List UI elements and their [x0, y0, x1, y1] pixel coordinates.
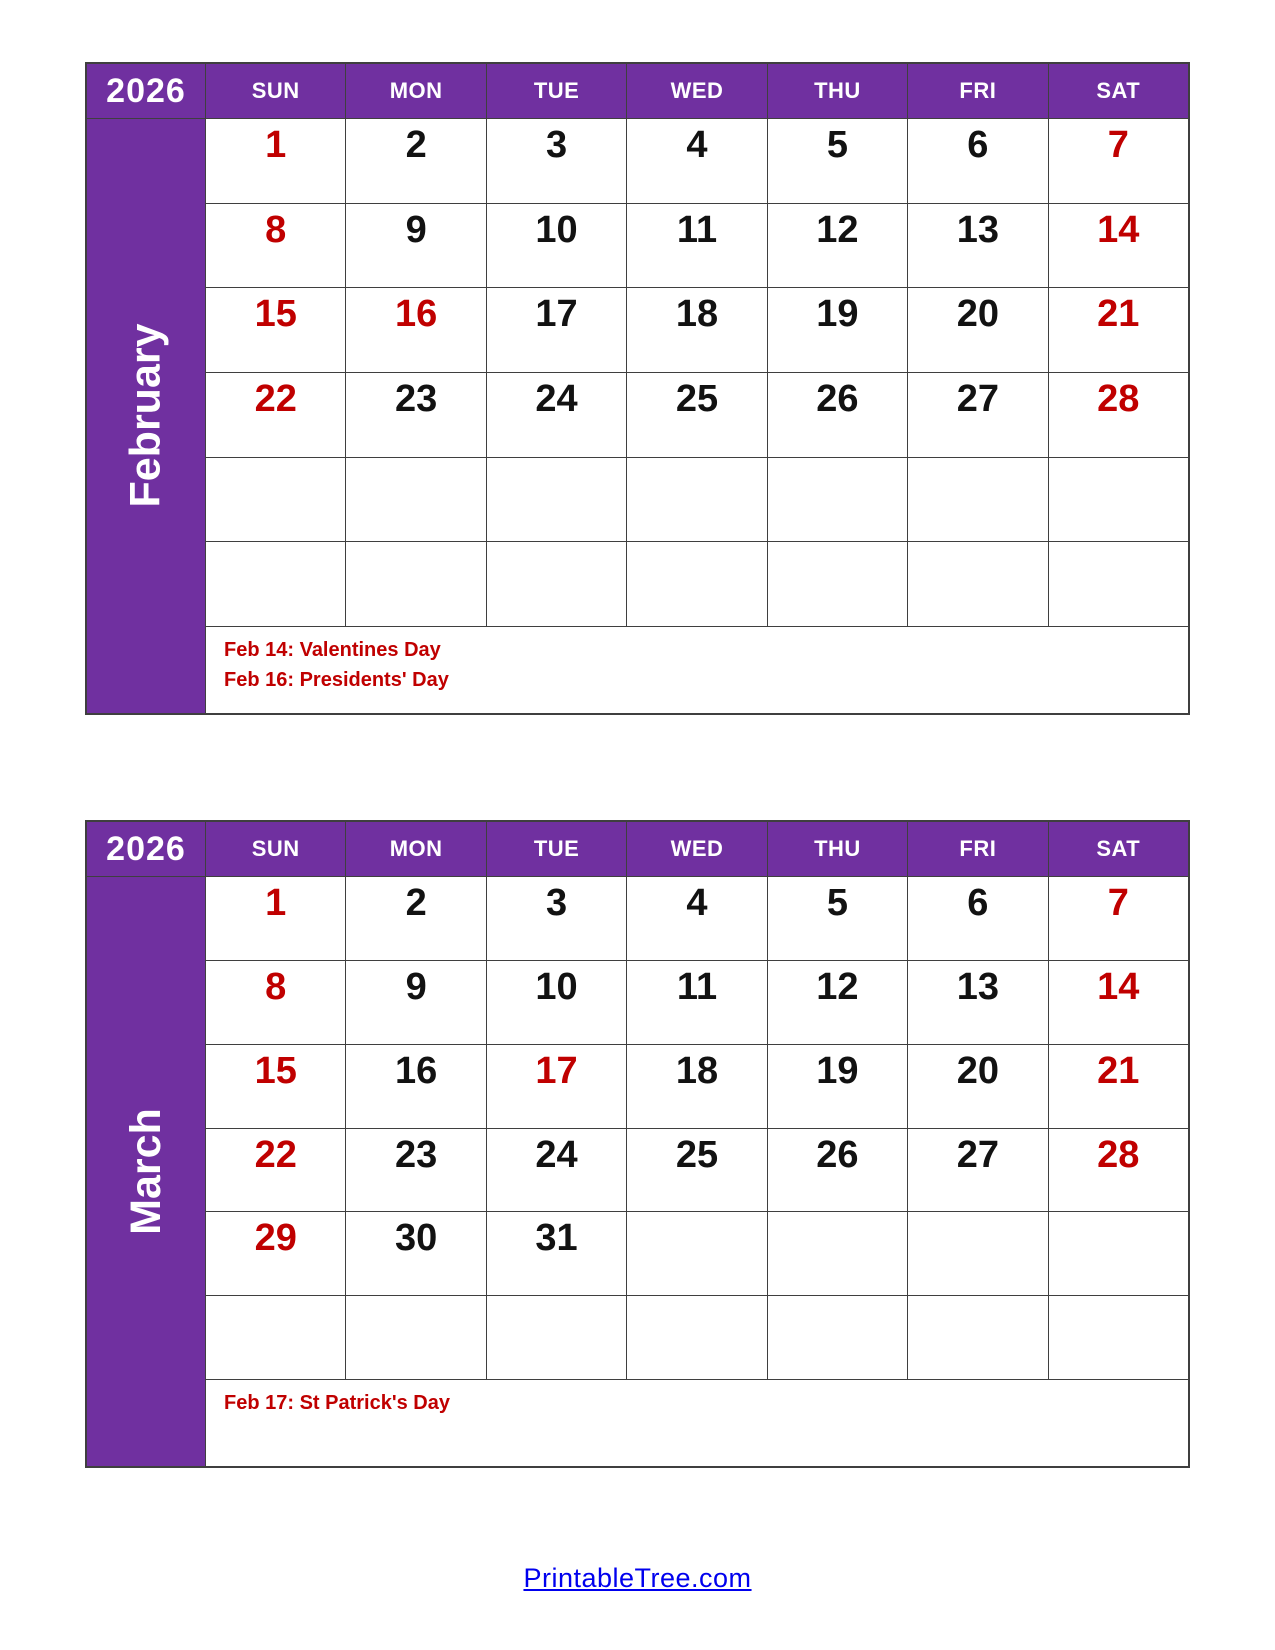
date-cell: 18 [627, 1045, 766, 1128]
date-cell: 4 [627, 877, 766, 960]
date-cell-empty [346, 1296, 485, 1379]
date-cell-empty [1049, 458, 1188, 542]
date-cell: 17 [487, 288, 626, 372]
date-cell: 10 [487, 961, 626, 1044]
date-cell: 1 [206, 119, 345, 203]
holiday-note: Feb 14: Valentines Day [224, 638, 441, 661]
holiday-notes [206, 627, 1188, 713]
date-cell: 29 [206, 1212, 345, 1295]
date-cell-empty [627, 1212, 766, 1295]
day-header-thu: THU [768, 822, 907, 876]
date-cell: 25 [627, 1129, 766, 1212]
date-cell: 2 [346, 877, 485, 960]
date-cell: 26 [768, 1129, 907, 1212]
day-header-mon: MON [346, 64, 485, 118]
date-cell: 11 [627, 204, 766, 288]
date-cell: 22 [206, 1129, 345, 1212]
date-cell: 13 [908, 204, 1047, 288]
day-header-tue: TUE [487, 822, 626, 876]
date-cell: 12 [768, 961, 907, 1044]
day-header-fri: FRI [908, 822, 1047, 876]
date-cell: 11 [627, 961, 766, 1044]
date-cell-empty [627, 458, 766, 542]
date-cell: 4 [627, 119, 766, 203]
date-cell: 23 [346, 373, 485, 457]
date-cell: 15 [206, 1045, 345, 1128]
date-cell: 5 [768, 119, 907, 203]
date-cell-empty [346, 542, 485, 626]
date-cell-empty [908, 458, 1047, 542]
date-cell: 24 [487, 373, 626, 457]
date-cell: 23 [346, 1129, 485, 1212]
date-cell: 6 [908, 877, 1047, 960]
date-cell-empty [1049, 542, 1188, 626]
date-cell-empty [206, 458, 345, 542]
year-label: 2026 [87, 64, 205, 118]
date-cell: 16 [346, 1045, 485, 1128]
date-cell-empty [346, 458, 485, 542]
year-label: 2026 [87, 822, 205, 876]
date-cell: 28 [1049, 373, 1188, 457]
date-cell: 24 [487, 1129, 626, 1212]
day-header-sun: SUN [206, 64, 345, 118]
holiday-note: Feb 17: St Patrick's Day [224, 1392, 450, 1414]
date-cell-empty [908, 542, 1047, 626]
date-cell: 3 [487, 877, 626, 960]
day-header-sun: SUN [206, 822, 345, 876]
date-cell-empty [487, 542, 626, 626]
date-cell: 22 [206, 373, 345, 457]
month-sidebar [87, 119, 205, 713]
calendar-march [85, 820, 1190, 1468]
date-cell: 8 [206, 961, 345, 1044]
month-label: February [121, 323, 170, 508]
date-cell-empty [768, 542, 907, 626]
day-header-fri: FRI [908, 64, 1047, 118]
date-cell: 7 [1049, 119, 1188, 203]
day-header-sat: SAT [1049, 822, 1188, 876]
day-header-thu: THU [768, 64, 907, 118]
date-cell: 18 [627, 288, 766, 372]
day-header-tue: TUE [487, 64, 626, 118]
date-cell-empty [206, 542, 345, 626]
date-cell-empty [908, 1212, 1047, 1295]
date-cell: 5 [768, 877, 907, 960]
date-cell: 27 [908, 1129, 1047, 1212]
date-cell: 2 [346, 119, 485, 203]
date-cell: 20 [908, 1045, 1047, 1128]
date-cell-empty [487, 1296, 626, 1379]
day-header-wed: WED [627, 64, 766, 118]
date-cell: 12 [768, 204, 907, 288]
date-cell-empty [206, 1296, 345, 1379]
date-cell-empty [627, 1296, 766, 1379]
footer [0, 1563, 1275, 1594]
date-cell: 21 [1049, 288, 1188, 372]
date-cell: 7 [1049, 877, 1188, 960]
date-cell: 1 [206, 877, 345, 960]
date-cell: 16 [346, 288, 485, 372]
day-header-wed: WED [627, 822, 766, 876]
date-cell: 6 [908, 119, 1047, 203]
date-cell: 14 [1049, 204, 1188, 288]
date-cell-empty [768, 458, 907, 542]
date-cell-empty [768, 1212, 907, 1295]
date-cell-empty [1049, 1212, 1188, 1295]
date-cell-empty [487, 458, 626, 542]
date-cell-empty [768, 1296, 907, 1379]
calendar-february [85, 62, 1190, 715]
date-cell: 19 [768, 288, 907, 372]
date-cell: 10 [487, 204, 626, 288]
date-cell: 14 [1049, 961, 1188, 1044]
day-header-sat: SAT [1049, 64, 1188, 118]
holiday-note: Feb 16: Presidents' Day [224, 668, 449, 691]
date-cell-empty [1049, 1296, 1188, 1379]
date-cell: 20 [908, 288, 1047, 372]
date-cell-empty [627, 542, 766, 626]
date-cell: 9 [346, 204, 485, 288]
date-cell: 15 [206, 288, 345, 372]
date-cell: 9 [346, 961, 485, 1044]
date-cell: 8 [206, 204, 345, 288]
date-cell: 26 [768, 373, 907, 457]
date-cell: 27 [908, 373, 1047, 457]
month-label: March [121, 1108, 170, 1235]
date-cell: 13 [908, 961, 1047, 1044]
date-cell-empty [908, 1296, 1047, 1379]
date-cell: 17 [487, 1045, 626, 1128]
date-cell: 3 [487, 119, 626, 203]
date-cell: 19 [768, 1045, 907, 1128]
date-cell: 21 [1049, 1045, 1188, 1128]
date-cell: 25 [627, 373, 766, 457]
footer-link[interactable]: PrintableTree.com [523, 1563, 752, 1593]
holiday-notes [206, 1380, 1188, 1466]
date-cell: 28 [1049, 1129, 1188, 1212]
date-cell: 30 [346, 1212, 485, 1295]
day-header-mon: MON [346, 822, 485, 876]
month-sidebar [87, 877, 205, 1466]
date-cell: 31 [487, 1212, 626, 1295]
